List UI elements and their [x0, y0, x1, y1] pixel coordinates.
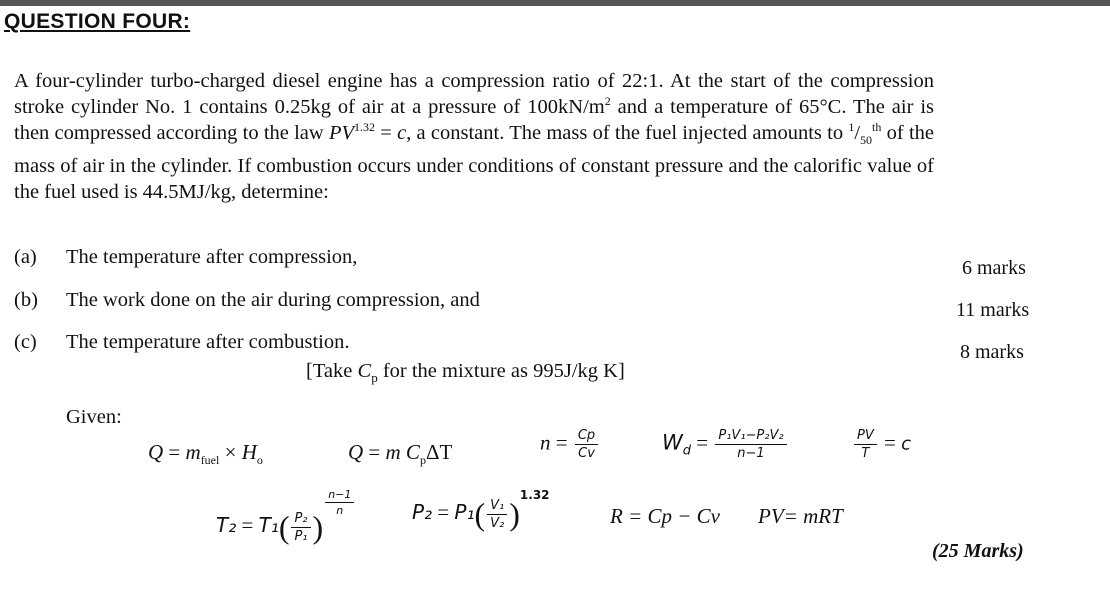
formula-heat-mass — [348, 440, 452, 468]
f5-num: PV — [854, 428, 877, 445]
fraction-th: th — [872, 120, 882, 135]
f2-lhs: Q — [348, 440, 364, 464]
law-constant: c — [397, 122, 407, 144]
f7-eq: = — [432, 500, 455, 524]
f2-tail: ΔT — [425, 440, 453, 464]
para-part-2: and a temperature of 65°C. The air is then compressed according to the law — [14, 96, 934, 144]
f7-in-num: V₁ — [487, 498, 507, 515]
f7-p1: P₁ — [454, 500, 475, 524]
formula-pressure-ratio — [412, 488, 550, 531]
f1-times: × — [219, 440, 242, 464]
formula-heat-fuel — [148, 440, 263, 468]
f1-m-sub: fuel — [200, 453, 220, 468]
take-note — [306, 360, 625, 386]
fuel-fraction: $^1/_{50}^{th}$ — [848, 120, 882, 148]
formula-gas-constant: R = Cp − Cv — [610, 504, 721, 528]
f4-num: P₁V₁−P₂V₂ — [715, 428, 786, 445]
law-equals: = — [375, 122, 398, 144]
note-pre: [Take — [306, 360, 358, 382]
f1-lhs: Q — [148, 440, 164, 464]
note-sub: p — [371, 370, 378, 386]
part-c-text: The temperature after combustion. — [66, 331, 350, 353]
f7-exponent: 1.32 — [519, 488, 550, 502]
para-part-5: of the mass of air in the cylinder. If combustion occurs under conditions of constant pressure and the calorific value of the fuel used is 44.5MJ/kg, determine: — [14, 122, 934, 204]
formula-work — [662, 428, 789, 461]
part-a-label: (a) — [14, 246, 37, 268]
f4-lhs-sub: d — [682, 443, 692, 459]
f5-eq: = — [878, 430, 902, 455]
part-a — [14, 246, 357, 269]
part-b-text: The work done on the air during compression, and — [66, 289, 480, 311]
f6-in-num: P₂ — [291, 511, 310, 528]
note-var: C — [357, 360, 372, 382]
f2-sub: p — [419, 453, 426, 468]
total-marks: (25 Marks) — [932, 540, 1024, 562]
f4-den: n−1 — [737, 446, 765, 461]
note-post: for the mixture as 995J/kg K] — [377, 360, 625, 382]
part-a-marks: 6 marks — [962, 257, 1026, 279]
f2-eq: = — [363, 440, 386, 464]
part-b — [14, 289, 480, 312]
question-heading: QUESTION FOUR: — [4, 10, 191, 33]
f6-open-paren: ( — [278, 509, 290, 546]
f7-close-paren: ) — [509, 496, 520, 533]
law-base: PV — [328, 122, 354, 144]
squared-superscript: 2 — [604, 94, 611, 109]
fraction-denominator: 50 — [860, 133, 873, 148]
f7-in-den: V₂ — [490, 515, 505, 531]
f3-eq: = — [550, 430, 573, 455]
f6-in-den: P₁ — [294, 528, 308, 544]
f6-lhs: T₂ — [216, 513, 237, 537]
f3-den: Cv — [578, 446, 595, 461]
given-label: Given: — [66, 406, 122, 428]
f4-fraction — [715, 428, 786, 461]
f7-open-paren: ( — [474, 496, 486, 533]
f6-eq: = — [236, 513, 259, 537]
f6-exp-num: n−1 — [325, 488, 354, 503]
part-b-marks: 11 marks — [956, 299, 1030, 321]
question-paragraph — [14, 68, 934, 205]
f3-lhs: n — [540, 430, 551, 455]
f6-t1: T₁ — [258, 513, 279, 537]
f5-rhs: c — [901, 433, 911, 455]
part-c — [14, 331, 349, 354]
f6-exp-den: n — [336, 504, 344, 517]
formula-gas-const — [852, 428, 911, 461]
law-exponent: 1.32 — [354, 120, 375, 135]
f6-close-paren: ) — [312, 509, 324, 546]
f1-eq: = — [163, 440, 186, 464]
formula-ideal-gas: PV= mRT — [758, 504, 843, 528]
f3-fraction — [575, 428, 598, 461]
f5-fraction — [854, 428, 877, 461]
f4-eq: = — [691, 430, 714, 455]
part-c-label: (c) — [14, 331, 37, 353]
part-c-marks: 8 marks — [960, 341, 1024, 363]
part-a-text: The temperature after compression, — [66, 246, 358, 268]
f4-lhs: W — [662, 430, 683, 455]
f1-m: m — [185, 440, 201, 464]
f6-exponent-fraction — [325, 488, 354, 517]
formula-n-ratio — [540, 428, 600, 461]
part-b-label: (b) — [14, 289, 38, 311]
f6-inner-fraction — [291, 511, 310, 544]
top-border — [0, 0, 1110, 6]
formula-temperature-ratio — [216, 488, 356, 544]
f7-lhs: P₂ — [412, 500, 433, 524]
f2-rhs: m C — [385, 440, 420, 464]
f5-den: T — [861, 446, 870, 461]
f3-num: Cp — [575, 428, 598, 445]
f1-h: H — [241, 440, 257, 464]
para-part-1: A four-cylinder turbo-charged diesel engine has a compression ratio of 22:1. At the start of the compression stroke cylinder No. 1 contains 0.25kg of air at a pressure of 100kN/m — [14, 70, 934, 118]
f7-inner-fraction — [487, 498, 507, 531]
fraction-numerator: 1 — [848, 120, 855, 135]
f1-h-sub: o — [256, 453, 263, 468]
para-part-4: , a constant. The mass of the fuel injected amounts to — [406, 122, 849, 144]
